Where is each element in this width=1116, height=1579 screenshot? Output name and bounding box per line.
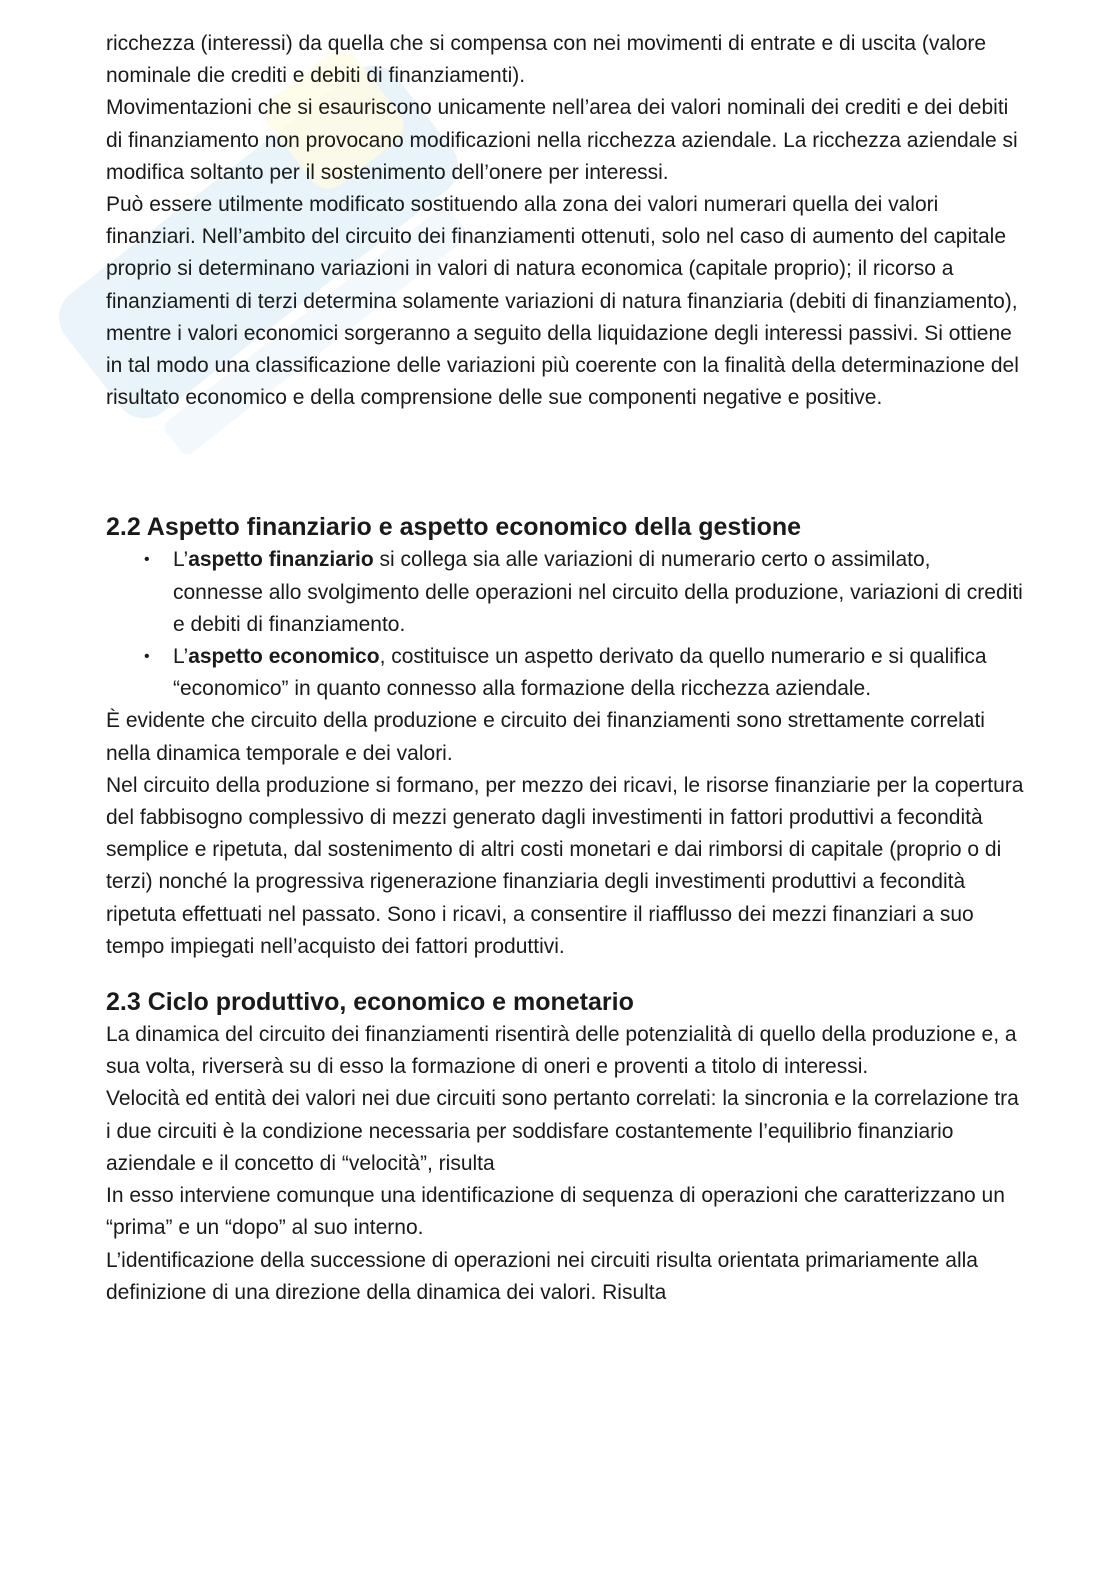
section-2-3-paragraph-4: L’identificazione della successione di operazioni nei circuiti risulta orientata primariamente alla definizione di una direzione della dinamica dei valori. Risulta	[106, 1248, 978, 1304]
section-spacer	[106, 414, 1026, 510]
bullet-prefix: L’	[173, 548, 189, 572]
bullet-icon: •	[144, 551, 150, 569]
section-2-3-paragraph-1: La dinamica del circuito dei finanziamenti risentirà delle potenzialità di quello della produzione e, a sua volta, riverserà su di esso la formazione di oneri e proventi a titolo di interessi.	[106, 1023, 1017, 1079]
section-spacer	[106, 963, 1026, 985]
intro-paragraph-3: Può essere utilmente modificato sostituendo alla zona dei valori numerari quella dei valori finanziari. Nell’ambito del circuito dei finanziamenti ottenuti, solo nel caso di aumento del capitale proprio si determinano variazioni in valori di natura economica (capitale proprio); il ricorso a finanziamenti di terzi determina solamente variazioni di natura finanziaria (debiti di finanziamento), mentre i valori economici sorgeranno a seguito della liquidazione degli interessi passivi. Si ottiene in tal modo una classificazione delle variazioni più coerente con la finalità della determinazione del risultato economico e della comprensione delle sue componenti negative e positive.	[106, 193, 1019, 410]
intro-paragraph-1: ricchezza (interessi) da quella che si compensa con nei movimenti di entrate e di uscita (valore nominale die crediti e debiti di finanziamenti).	[106, 32, 987, 88]
section-2-3-paragraph-3: In esso interviene comunque una identificazione di sequenza di operazioni che caratterizzano un “prima” e un “dopo” al suo interno.	[106, 1184, 1005, 1240]
list-item	[106, 641, 1026, 705]
bullet-text: si collega sia alle variazioni di numerario certo o assimilato, connesse allo svolgimento delle operazioni nel circuito della produzione, variazioni di crediti e debiti di finanziamento.	[173, 548, 1023, 636]
bullet-icon: •	[144, 648, 150, 666]
section-2-2-paragraph-1: È evidente che circuito della produzione e circuito dei finanziamenti sono strettamente correlati nella dinamica temporale e dei valori.	[106, 709, 985, 765]
bullet-term: aspetto finanziario	[188, 548, 374, 572]
section-2-2-paragraph-2: Nel circuito della produzione si formano, per mezzo dei ricavi, le risorse finanziarie per la copertura del fabbisogno complessivo di mezzi generato dagli investimenti in fattori produttivi a fecondità semplice e ripetuta, dal sostenimento di altri costi monetari e dai rimborsi di capitale (proprio o di terzi) nonché la progressiva rigenerazione finanziaria degli investimenti produttivi a fecondità ripetuta effettuati nel passato. Sono i ricavi, a consentire il riafflusso dei mezzi finanziari a suo tempo impiegati nell’acquisto dei fattori produttivi.	[106, 773, 1024, 958]
section-heading-2-3: 2.3 Ciclo produttivo, economico e monetario	[106, 988, 634, 1017]
bullet-text: , costituisce un aspetto derivato da quello numerario e si qualifica “economico” in quanto connesso alla formazione della ricchezza aziendale.	[173, 645, 987, 701]
bullet-list	[106, 544, 1026, 705]
bullet-prefix: L’	[173, 645, 189, 669]
section-2-3-paragraph-2: Velocità ed entità dei valori nei due circuiti sono pertanto correlati: la sincronia e la correlazione tra i due circuiti è la condizione necessaria per soddisfare costantemente l’equilibrio finanziario aziendale e il concetto di “velocità”, risulta	[106, 1087, 1019, 1175]
intro-paragraph-2: Movimentazioni che si esauriscono unicamente nell’area dei valori nominali dei crediti e dei debiti di finanziamento non provocano modificazioni nella ricchezza aziendale. La ricchezza aziendale si modifica soltanto per il sostenimento dell’onere per interessi.	[106, 96, 1018, 184]
document-page	[106, 28, 1026, 1309]
bullet-term: aspetto economico	[188, 645, 380, 669]
section-heading-2-2: 2.2 Aspetto finanziario e aspetto economico della gestione	[106, 513, 802, 542]
list-item	[106, 544, 1026, 641]
